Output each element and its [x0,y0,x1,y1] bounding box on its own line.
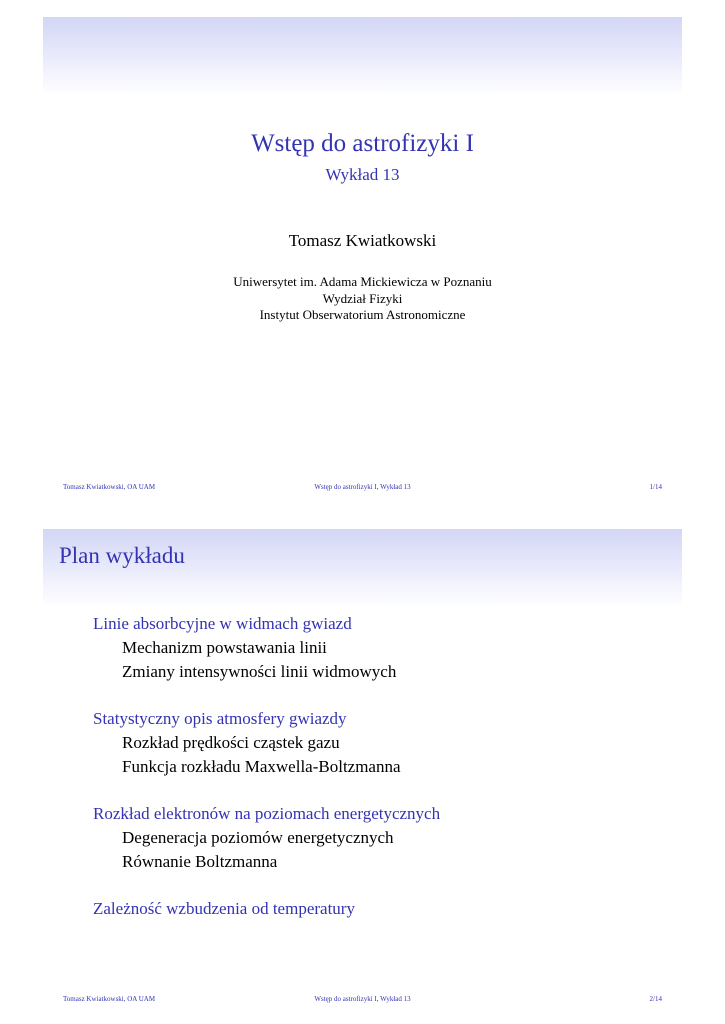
subsection-item: Degeneracja poziomów energetycznych [122,828,394,847]
presentation-title: Wstęp do astrofizyki I [251,130,474,157]
institute-line-faculty: Wydział Fizyki [322,290,403,306]
subsection-item: Równanie Boltzmanna [122,852,278,871]
institute-line-university: Uniwersytet im. Adama Mickiewicza w Poznaniu [233,274,492,289]
outline-list [93,612,673,944]
footer-page-number: 1/14 [649,483,662,491]
outline-section [93,802,673,874]
section-title: Rozkład elektronów na poziomach energetycznych [93,804,441,823]
institute-block [43,274,682,324]
footer-author: Tomasz Kwiatkowski, OA UAM [63,483,156,491]
section-title: Statystyczny opis atmosfery gwiazdy [93,709,347,728]
author-name: Tomasz Kwiatkowski [288,231,437,250]
outline-section [93,897,673,921]
outline-slide [43,529,682,1009]
footer-title: Wstęp do astrofizyki I, Wykład 13 [314,483,411,491]
outline-section [93,707,673,779]
footer-author: Tomasz Kwiatkowski, OA UAM [63,995,156,1003]
subsection-item: Zmiany intensywności linii widmowych [122,662,397,681]
outline-section [93,612,673,684]
frame-title: Plan wykładu [59,543,185,568]
subsection-item: Rozkład prędkości cząstek gazu [122,733,340,752]
subsection-item: Mechanizm powstawania linii [122,638,327,657]
section-title: Zależność wzbudzenia od temperatury [93,899,355,918]
presentation-subtitle: Wykład 13 [325,165,400,184]
institute-line-observatory: Instytut Obserwatorium Astronomiczne [259,307,466,322]
section-title: Linie absorbcyjne w widmach gwiazd [93,614,352,633]
footer-title: Wstęp do astrofizyki I, Wykład 13 [314,995,411,1003]
header-band [43,17,682,95]
title-slide [43,17,682,497]
footer-page-number: 2/14 [649,995,662,1003]
subsection-item: Funkcja rozkładu Maxwella-Boltzmanna [122,757,401,776]
